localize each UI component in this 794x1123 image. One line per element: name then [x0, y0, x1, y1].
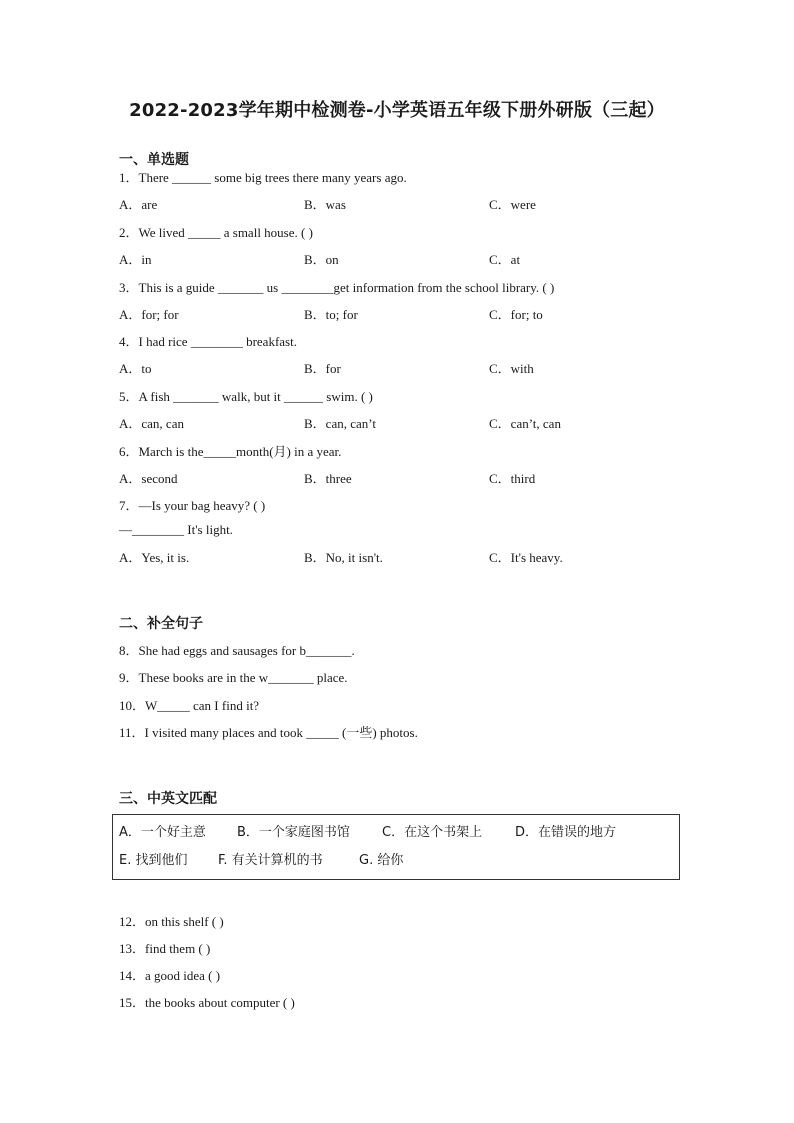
question-1: 1．There ______ some big trees there many years ago.: [119, 170, 407, 185]
section-heading-completion: 二、补全句子: [119, 616, 203, 632]
q7-option-a: A．Yes, it is.: [119, 550, 190, 565]
q4-option-c: C．with: [489, 361, 534, 376]
match-option-d: D．在错误的地方: [515, 825, 617, 840]
q4-option-b: B．for: [304, 361, 341, 376]
match-option-g: G. 给你: [359, 853, 404, 868]
q1-option-b: B．was: [304, 197, 346, 212]
match-option-e: E. 找到他们: [119, 853, 188, 868]
match-option-f: F. 有关计算机的书: [218, 853, 323, 868]
question-12: 12．on this shelf ( ): [119, 914, 224, 929]
q5-option-c: C．can’t, can: [489, 416, 561, 431]
question-14: 14．a good idea ( ): [119, 968, 221, 983]
q2-option-a: A．in: [119, 252, 152, 267]
q3-option-a: A．for; for: [119, 307, 179, 322]
q1-option-a: A．are: [119, 197, 158, 212]
page-title: 2022-2023学年期中检测卷-小学英语五年级下册外研版（三起）: [129, 100, 665, 121]
question-7-response: —________ It's light.: [119, 522, 233, 537]
q5-option-a: A．can, can: [119, 416, 184, 431]
question-3: 3．This is a guide _______ us ________get information from the school library. ( ): [119, 280, 555, 295]
q2-option-b: B．on: [304, 252, 339, 267]
q3-option-b: B．to; for: [304, 307, 358, 322]
q6-option-a: A．second: [119, 471, 178, 486]
question-13: 13．find them ( ): [119, 941, 211, 956]
question-8: 8．She had eggs and sausages for b_______.: [119, 643, 355, 658]
section-heading-single-choice: 一、单选题: [119, 152, 189, 168]
question-15: 15．the books about computer ( ): [119, 995, 295, 1010]
q7-option-c: C．It's heavy.: [489, 550, 563, 565]
question-4: 4．I had rice ________ breakfast.: [119, 334, 297, 349]
q6-option-b: B．three: [304, 471, 352, 486]
q3-option-c: C．for; to: [489, 307, 543, 322]
section-heading-matching: 三、中英文匹配: [119, 791, 217, 807]
q4-option-a: A．to: [119, 361, 152, 376]
question-6: 6．March is the_____month(月) in a year.: [119, 444, 342, 459]
q6-option-c: C．third: [489, 471, 536, 486]
match-option-b: B．一个家庭图书馆: [237, 825, 350, 840]
question-10: 10．W_____ can I find it?: [119, 698, 260, 713]
match-option-c: C．在这个书架上: [382, 825, 483, 840]
q5-option-b: B．can, can’t: [304, 416, 376, 431]
question-11: 11．I visited many places and took _____ (一些) photos.: [119, 725, 418, 740]
question-2: 2．We lived _____ a small house. ( ): [119, 225, 313, 240]
q7-option-b: B．No, it isn't.: [304, 550, 383, 565]
q2-option-c: C．at: [489, 252, 521, 267]
question-5: 5．A fish _______ walk, but it ______ swim. ( ): [119, 389, 373, 404]
question-7: 7．—Is your bag heavy? ( ): [119, 498, 266, 513]
match-option-a: A．一个好主意: [119, 825, 206, 840]
q1-option-c: C．were: [489, 197, 536, 212]
question-9: 9．These books are in the w_______ place.: [119, 670, 348, 685]
